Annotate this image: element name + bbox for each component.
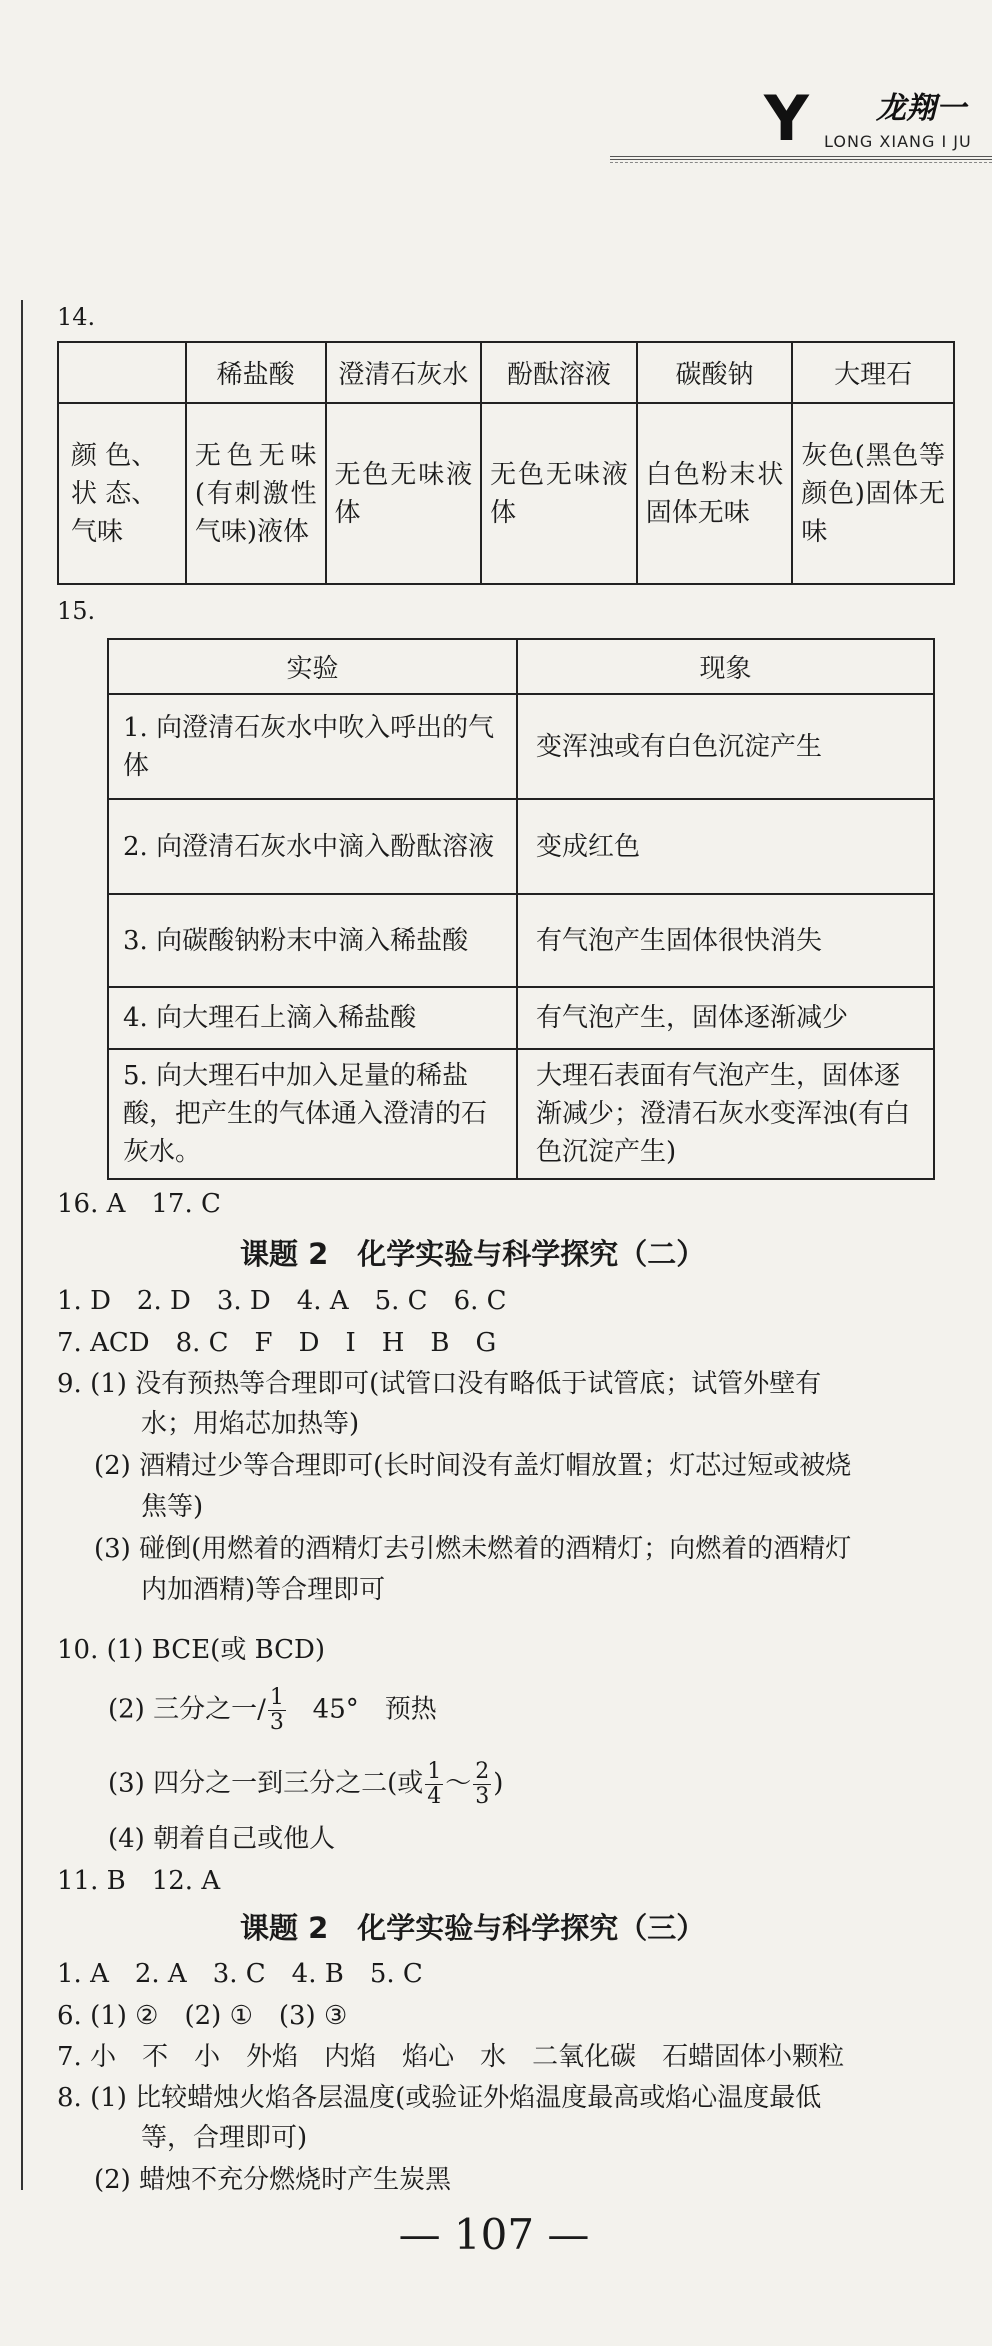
table-row [108, 894, 934, 987]
observation-cell: 大理石表面有气泡产生，固体逐渐减少；澄清石灰水变浑浊(有白色沉淀产生) [517, 1049, 934, 1179]
answer-line: 7. 小 不 小 外焰 内焰 焰心 水 二氧化碳 石蜡固体小颗粒 [57, 2042, 845, 2072]
answer-line-fraction [108, 1760, 503, 1809]
table-header-cell: 澄清石灰水 [326, 342, 482, 403]
answer-line: 焦等) [141, 1492, 204, 1522]
table-header-cell: 大理石 [792, 342, 954, 403]
table-header-row [58, 342, 954, 403]
table-row [58, 403, 954, 584]
brand-name-en: LONG XIANG I JU [824, 132, 972, 151]
answer-line: 6. (1) ② (2) ① (3) ③ [57, 2001, 348, 2031]
experiment-cell: 1. 向澄清石灰水中吹入呼出的气体 [108, 694, 517, 799]
answer-text: 45° 预热 [312, 1694, 437, 1725]
answer-line: 等，合理即可) [141, 2123, 308, 2153]
answer-line-fraction [108, 1686, 437, 1735]
table-header-cell: 酚酞溶液 [481, 342, 637, 403]
answer-line: (2) 酒精过少等合理即可(长时间没有盖灯帽放置；灯芯过短或被烧 [94, 1451, 852, 1481]
answer-line: 11. B 12. A [57, 1866, 221, 1896]
table-row [108, 694, 934, 799]
answer-text: (2) 三分之一/ [108, 1694, 266, 1725]
fraction-numerator: 2 [475, 1759, 490, 1784]
table-cell: 白色粉末状固体无味 [637, 403, 793, 584]
table-header-row [108, 639, 934, 694]
fraction [425, 1760, 443, 1809]
answer-line: 10. (1) BCE(或 BCD) [57, 1635, 326, 1665]
observation-cell: 有气泡产生固体很快消失 [517, 894, 934, 987]
answer-line: (4) 朝着自己或他人 [108, 1824, 336, 1854]
table-header-cell: 碳酸钠 [637, 342, 793, 403]
answer-text: (3) 四分之一到三分之二 [108, 1768, 388, 1799]
row-label: 颜 色、状 态、气味 [58, 403, 186, 584]
section-title: 课题 2 化学实验与科学探究（三） [240, 1911, 706, 1945]
table-header-cell [58, 342, 186, 403]
question-15-table [107, 638, 935, 1180]
fraction-numerator: 1 [269, 1685, 284, 1710]
fraction-denominator: 3 [269, 1710, 284, 1735]
brand-name-cn: 龙翔一 [876, 91, 966, 126]
question-15-number: 15. [57, 597, 96, 625]
fraction-denominator: 4 [427, 1784, 442, 1809]
answer-line: 内加酒精)等合理即可 [141, 1575, 386, 1605]
answer-text: ) [493, 1768, 504, 1799]
page-number: — 107 — [398, 2210, 590, 2259]
table-cell: 无色无味液体 [481, 403, 637, 584]
observation-cell: 变浑浊或有白色沉淀产生 [517, 694, 934, 799]
answer-line: (3) 碰倒(用燃着的酒精灯去引燃未燃着的酒精灯；向燃着的酒精灯 [94, 1534, 852, 1564]
answer-line: 1. A 2. A 3. C 4. B 5. C [57, 1959, 423, 1989]
answer-line: (2) 蜡烛不充分燃烧时产生炭黑 [94, 2165, 452, 2195]
answer-line: 16. A 17. C [57, 1189, 221, 1219]
answer-line: 水；用焰芯加热等) [141, 1409, 360, 1439]
answer-line: 7. ACD 8. C F D I H B G [57, 1328, 497, 1358]
table-cell: 无色无味液体 [326, 403, 482, 584]
question-14-number: 14. [57, 303, 96, 331]
experiment-cell: 2. 向澄清石灰水中滴入酚酞溶液 [108, 799, 517, 894]
answer-text: ～ [445, 1768, 472, 1799]
table-header-cell: 实验 [108, 639, 517, 694]
fraction [473, 1760, 491, 1809]
answer-line: 1. D 2. D 3. D 4. A 5. C 6. C [57, 1286, 507, 1316]
brand-logo-letter: Y [764, 82, 809, 155]
answer-text: (或 [387, 1768, 424, 1799]
observation-cell: 有气泡产生，固体逐渐减少 [517, 987, 934, 1049]
table-row [108, 799, 934, 894]
experiment-cell: 3. 向碳酸钠粉末中滴入稀盐酸 [108, 894, 517, 987]
question-14-table [57, 341, 955, 585]
table-row [108, 1049, 934, 1179]
experiment-cell: 5. 向大理石中加入足量的稀盐酸，把产生的气体通入澄清的石灰水。 [108, 1049, 517, 1179]
header-rule [610, 156, 992, 160]
table-cell: 灰色(黑色等颜色)固体无味 [792, 403, 954, 584]
table-row [108, 987, 934, 1049]
observation-cell: 变成红色 [517, 799, 934, 894]
experiment-cell: 4. 向大理石上滴入稀盐酸 [108, 987, 517, 1049]
table-header-cell: 稀盐酸 [186, 342, 326, 403]
table-header-cell: 现象 [517, 639, 934, 694]
table-cell: 无色无味(有刺激性气味)液体 [186, 403, 326, 584]
header-rule-dashed [610, 162, 992, 163]
left-margin-rule [21, 300, 23, 2190]
answer-line: 9. (1) 没有预热等合理即可(试管口没有略低于试管底；试管外壁有 [57, 1369, 822, 1399]
fraction-denominator: 3 [475, 1784, 490, 1809]
section-title: 课题 2 化学实验与科学探究（二） [240, 1237, 706, 1271]
fraction [268, 1686, 286, 1735]
fraction-numerator: 1 [427, 1759, 442, 1784]
answer-line: 8. (1) 比较蜡烛火焰各层温度(或验证外焰温度最高或焰心温度最低 [57, 2083, 822, 2113]
